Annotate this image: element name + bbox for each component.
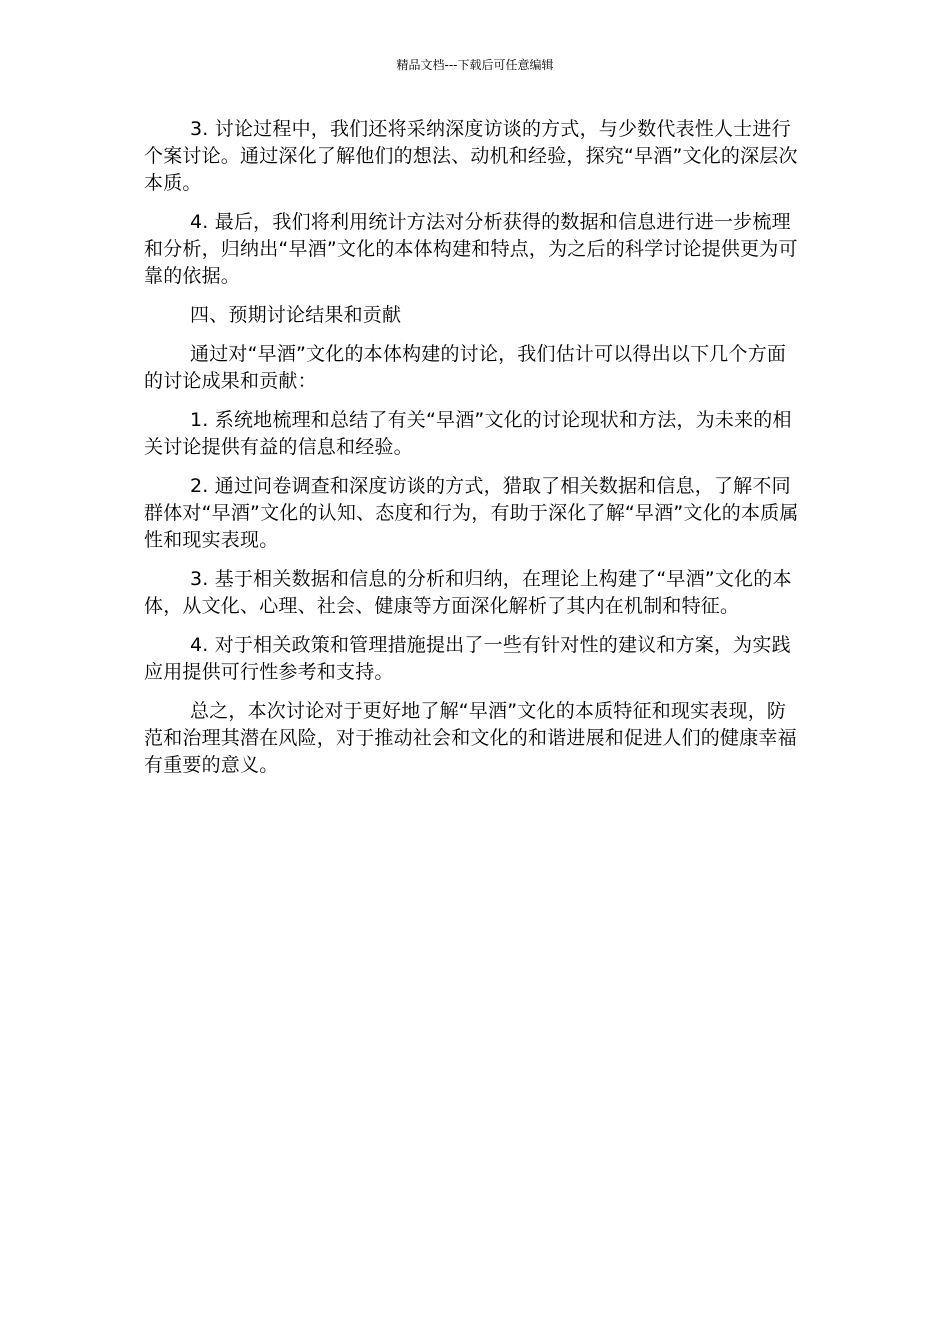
paragraph-results-intro: 通过对“早酒”文化的本体构建的讨论，我们估计可以得出以下几个方面的讨论成果和贡献：: [144, 343, 787, 392]
document-body: [144, 116, 804, 791]
section-heading-expected-results: 四、预期讨论结果和贡献: [190, 304, 402, 326]
paragraph-result-2: 2. 通过问卷调查和深度访谈的方式，猎取了相关数据和信息，了解不同群体对“早酒”文化的认知、态度和行为，有助于深化了解“早酒”文化的本质属性和现实表现。: [144, 475, 799, 551]
paragraph-result-4: 4. 对于相关政策和管理措施提出了一些有针对性的建议和方案，为实践应用提供可行性参考和支持。: [144, 634, 791, 683]
paragraph-conclusion: 总之，本次讨论对于更好地了解“早酒”文化的本质特征和现实表现，防范和治理其潜在风险，对于推动社会和文化的和谐进展和促进人们的健康幸福有重要的意义。: [144, 700, 797, 776]
paragraph-method-4: 4. 最后，我们将利用统计方法对分析获得的数据和信息进行进一步梳理和分析，归纳出“早酒”文化的本体构建和特点，为之后的科学讨论提供更为可靠的依据。: [144, 211, 798, 287]
paragraph-result-3: 3. 基于相关数据和信息的分析和归纳，在理论上构建了“早酒”文化的本体，从文化、心理、社会、健康等方面深化解析了其内在机制和特征。: [144, 568, 792, 617]
paragraph-result-1: 1. 系统地梳理和总结了有关“早酒”文化的讨论现状和方法，为未来的相关讨论提供有益的信息和经验。: [144, 409, 792, 458]
page-header: 精品文档---下载后可任意编辑: [396, 58, 554, 72]
paragraph-method-3: 3. 讨论过程中，我们还将采纳深度访谈的方式，与少数代表性人士进行个案讨论。通过深化了解他们的想法、动机和经验，探究“早酒”文化的深层次本质。: [144, 118, 798, 194]
